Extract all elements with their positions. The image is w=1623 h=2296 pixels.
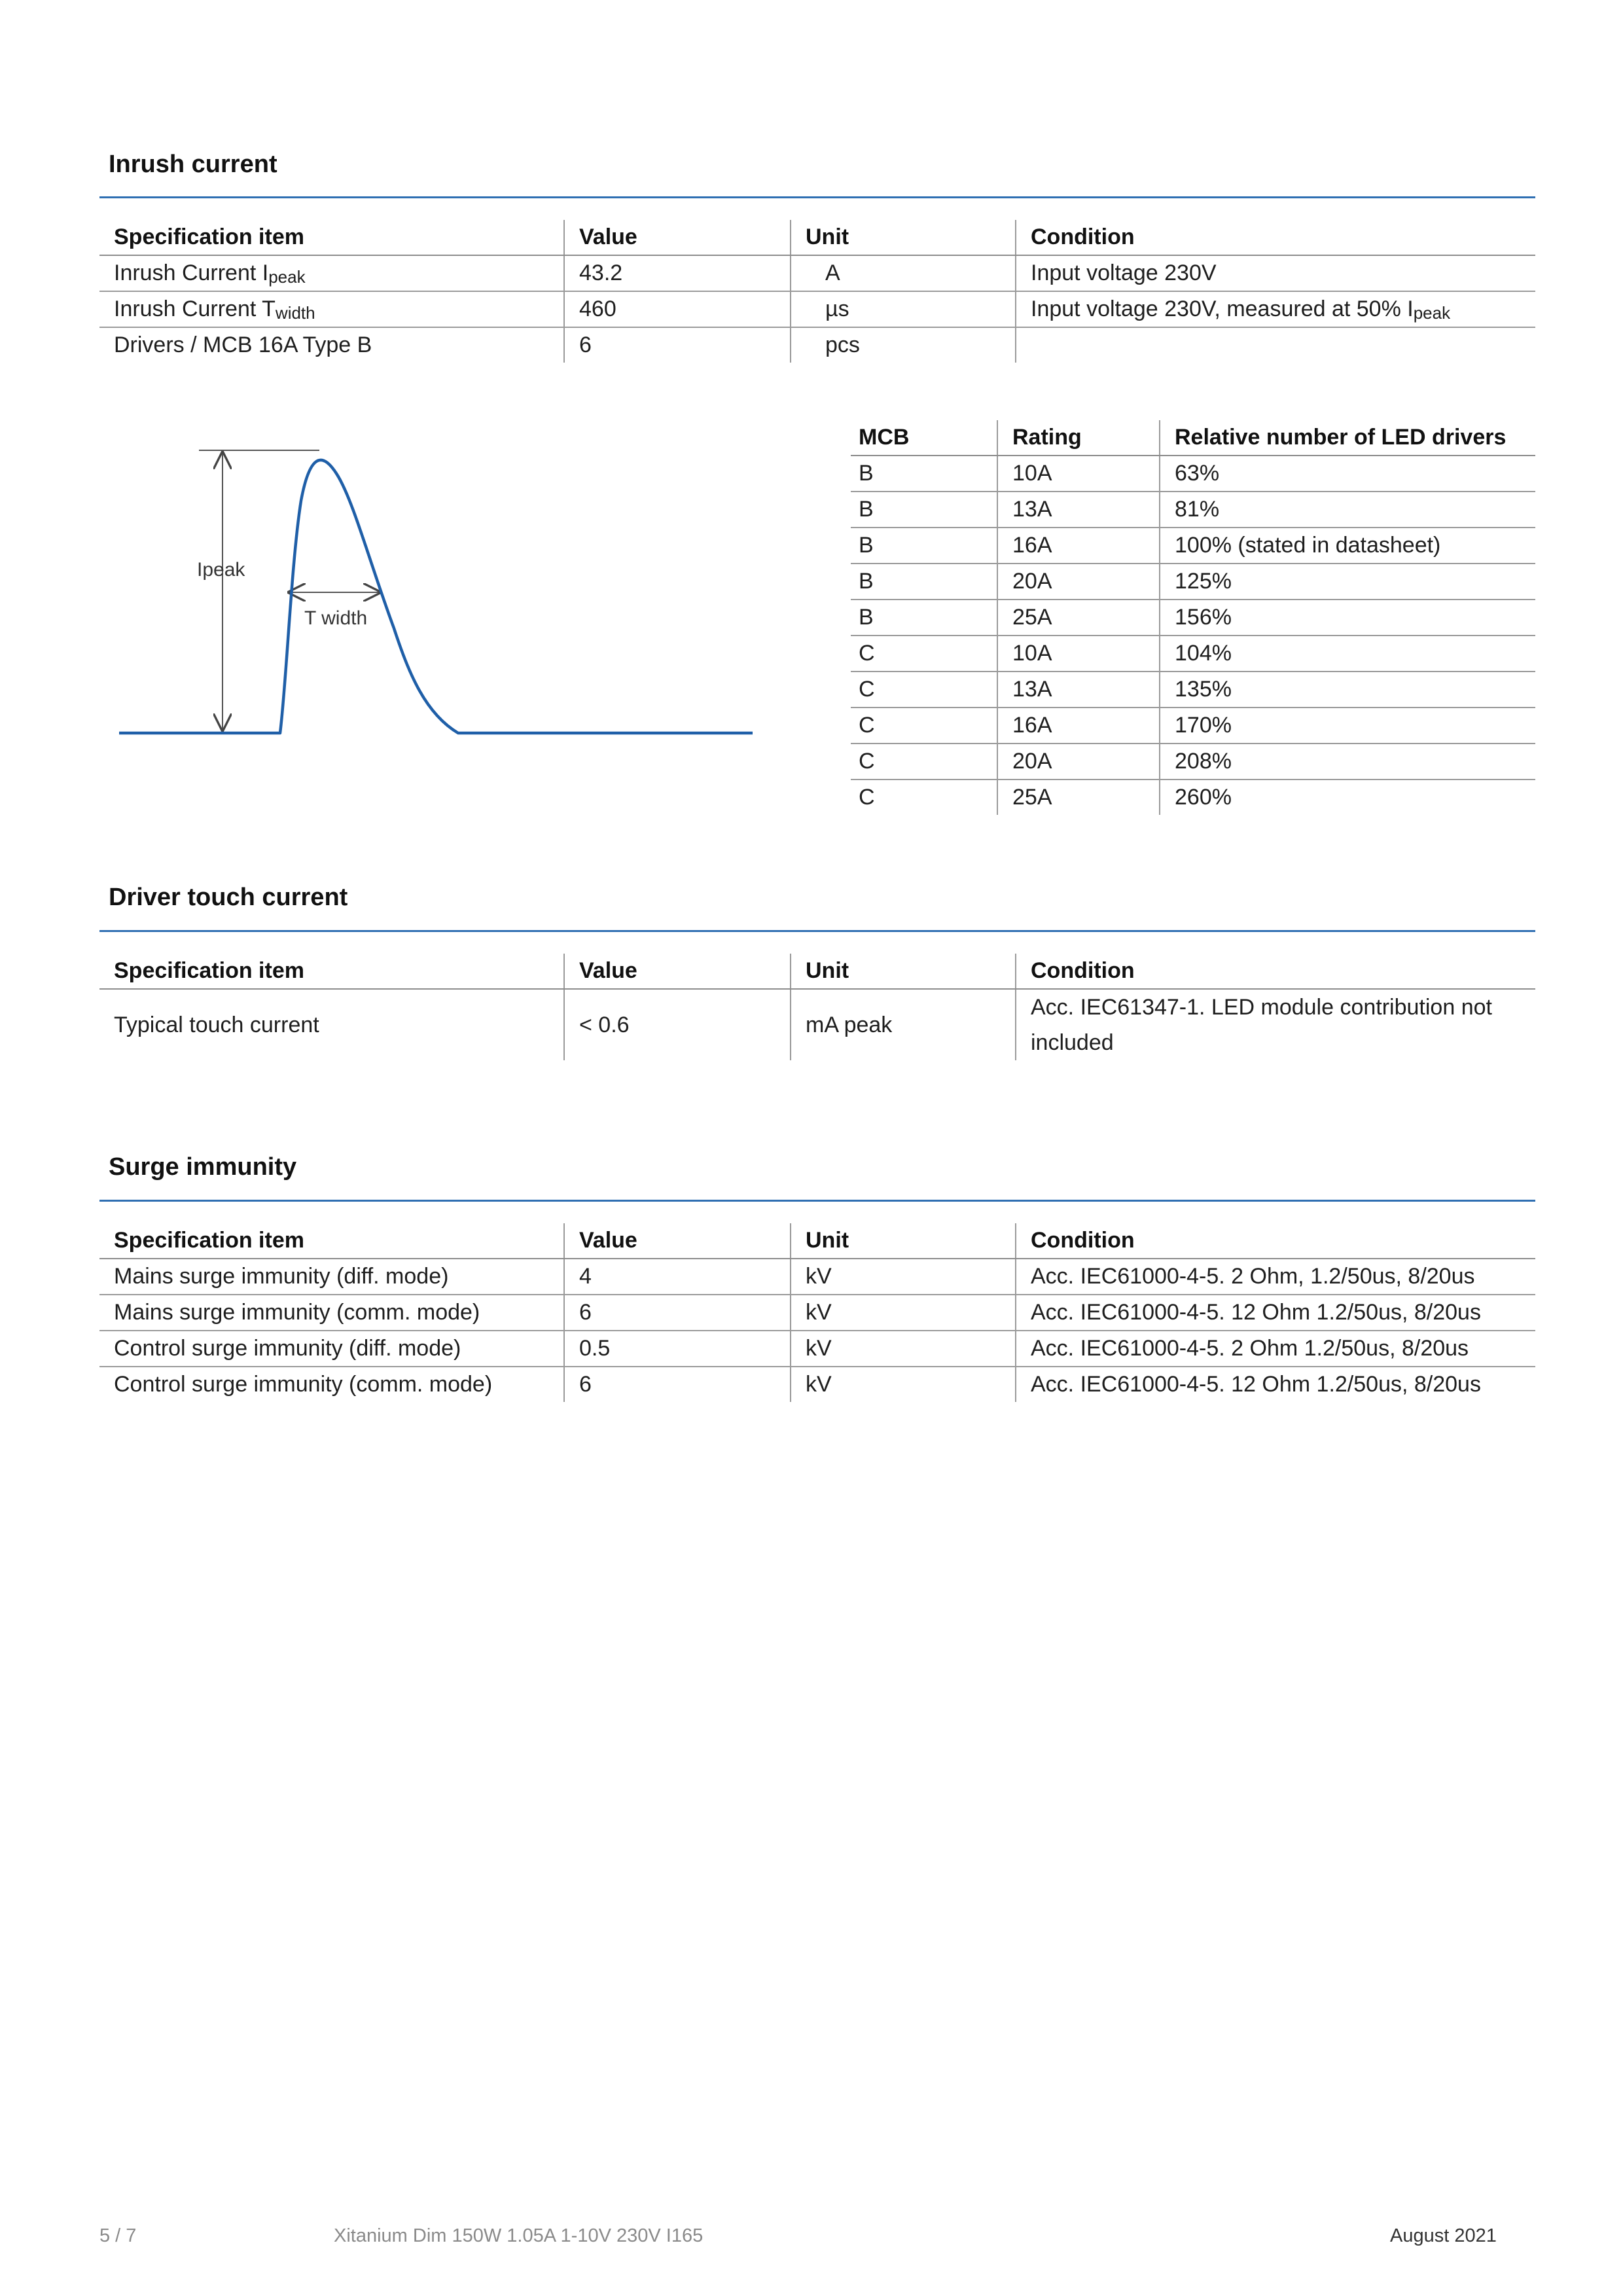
table-row — [851, 708, 1535, 744]
table-row — [851, 528, 1535, 564]
touch-title: Driver touch current — [109, 884, 348, 911]
spec-value: < 0.6 — [564, 989, 791, 1060]
spec-item: Control surge immunity (comm. mode) — [114, 1372, 493, 1397]
spec-value: 6 — [564, 1367, 791, 1402]
inrush-header-row — [99, 220, 1535, 255]
inrush-waveform-curve — [119, 460, 753, 733]
table-row — [99, 1295, 1535, 1331]
table-row — [99, 255, 1535, 291]
table-row — [99, 327, 1535, 363]
spec-unit: kV — [791, 1367, 1016, 1402]
header-mcb: MCB — [851, 420, 997, 456]
inrush-table — [99, 220, 1535, 363]
spec-condition: Acc. IEC61347-1. LED module contribution not included — [1016, 989, 1535, 1060]
header-spec-item: Specification item — [99, 954, 564, 989]
spec-item: Mains surge immunity (comm. mode) — [99, 1295, 564, 1331]
spec-unit: kV — [791, 1295, 1016, 1331]
mcb-rating: 13A — [997, 672, 1160, 708]
spec-value: 4 — [564, 1259, 791, 1295]
spec-value: 460 — [564, 291, 791, 327]
touch-table — [99, 954, 1535, 1060]
mcb-relative-number: 104% — [1160, 636, 1535, 672]
surge-table — [99, 1223, 1535, 1402]
header-condition: Condition — [1016, 220, 1535, 255]
header-value: Value — [564, 954, 791, 989]
mcb-rating: 10A — [997, 456, 1160, 492]
mcb-type: B — [851, 456, 997, 492]
condition-subscript: peak — [1413, 303, 1451, 323]
spec-unit: µs — [791, 291, 1016, 327]
spec-item — [99, 255, 564, 291]
mcb-rating: 25A — [997, 600, 1160, 636]
mcb-relative-number: 208% — [1160, 744, 1535, 780]
spec-value: 43.2 — [564, 255, 791, 291]
mcb-relative-number: 125% — [1160, 564, 1535, 600]
header-unit: Unit — [791, 954, 1016, 989]
mcb-type: C — [859, 785, 875, 810]
spec-value: 6 — [564, 327, 791, 363]
surge-title: Surge immunity — [109, 1153, 297, 1181]
table-row — [99, 989, 1535, 1060]
spec-value: 6 — [564, 1295, 791, 1331]
touch-header-row — [99, 954, 1535, 989]
spec-item-text: Inrush Current T — [114, 296, 276, 321]
mcb-type: C — [851, 636, 997, 672]
table-row — [851, 456, 1535, 492]
table-row — [851, 600, 1535, 636]
spec-condition: Acc. IEC61000-4-5. 12 Ohm 1.2/50us, 8/20us — [1016, 1295, 1535, 1331]
condition-text: Input voltage 230V — [1031, 260, 1217, 285]
mcb-header-row — [851, 420, 1535, 456]
table-row — [851, 780, 1535, 815]
inrush-title: Inrush current — [109, 151, 277, 178]
spec-item-subscript: peak — [268, 267, 306, 287]
header-spec-item: Specification item — [99, 1223, 564, 1259]
header-condition: Condition — [1016, 954, 1535, 989]
header-value: Value — [564, 1223, 791, 1259]
table-row — [99, 1259, 1535, 1295]
spec-condition: Acc. IEC61000-4-5. 12 Ohm 1.2/50us, 8/20us — [1016, 1367, 1535, 1402]
ipeak-label: Ipeak — [197, 559, 245, 581]
mcb-type: B — [851, 564, 997, 600]
header-relative-number: Relative number of LED drivers — [1160, 420, 1535, 456]
mcb-type: B — [851, 492, 997, 528]
mcb-type: B — [851, 528, 997, 564]
mcb-type: C — [851, 672, 997, 708]
mcb-type: C — [851, 708, 997, 744]
surge-header-row — [99, 1223, 1535, 1259]
mcb-relative-number: 170% — [1160, 708, 1535, 744]
spec-item-subscript: width — [275, 303, 315, 323]
mcb-rating: 16A — [997, 708, 1160, 744]
table-row — [851, 564, 1535, 600]
condition-text: Input voltage 230V, measured at 50% I — [1031, 296, 1414, 321]
spec-item: Mains surge immunity (diff. mode) — [99, 1259, 564, 1295]
header-condition: Condition — [1016, 1223, 1535, 1259]
table-row — [99, 291, 1535, 327]
header-unit: Unit — [791, 220, 1016, 255]
table-row — [851, 744, 1535, 780]
header-value: Value — [564, 220, 791, 255]
mcb-type: C — [851, 744, 997, 780]
touch-rule — [99, 930, 1535, 932]
mcb-rating: 20A — [997, 564, 1160, 600]
spec-condition: Acc. IEC61000-4-5. 2 Ohm, 1.2/50us, 8/20us — [1016, 1259, 1535, 1295]
mcb-rating: 13A — [997, 492, 1160, 528]
mcb-rating: 16A — [997, 528, 1160, 564]
header-unit: Unit — [791, 1223, 1016, 1259]
table-row — [851, 672, 1535, 708]
spec-unit: A — [791, 255, 1016, 291]
table-row — [99, 1367, 1535, 1402]
surge-rule — [99, 1200, 1535, 1202]
table-row — [99, 1331, 1535, 1367]
footer-date: August 2021 — [1390, 2225, 1497, 2246]
spec-item: Typical touch current — [114, 1013, 319, 1037]
mcb-relative-number: 100% (stated in datasheet) — [1160, 528, 1535, 564]
spec-item-text: Inrush Current I — [114, 260, 269, 285]
mcb-table — [851, 420, 1535, 815]
mcb-relative-number: 81% — [1160, 492, 1535, 528]
mcb-type: B — [851, 600, 997, 636]
spec-unit: kV — [791, 1331, 1016, 1367]
table-row — [851, 636, 1535, 672]
spec-item — [99, 327, 564, 363]
mcb-relative-number: 260% — [1160, 780, 1535, 815]
mcb-relative-number: 63% — [1160, 456, 1535, 492]
inrush-waveform-diagram — [111, 432, 766, 746]
mcb-rating: 20A — [997, 744, 1160, 780]
spec-condition — [1016, 255, 1535, 291]
footer-product-name: Xitanium Dim 150W 1.05A 1-10V 230V I165 — [334, 2225, 704, 2246]
spec-unit: mA peak — [791, 989, 1016, 1060]
mcb-table-body — [851, 456, 1535, 815]
header-rating: Rating — [997, 420, 1160, 456]
inrush-rule — [99, 196, 1535, 198]
spec-value: 0.5 — [564, 1331, 791, 1367]
mcb-rating: 10A — [997, 636, 1160, 672]
twidth-label: T width — [304, 607, 368, 629]
mcb-relative-number: 156% — [1160, 600, 1535, 636]
spec-condition: Acc. IEC61000-4-5. 2 Ohm 1.2/50us, 8/20us — [1016, 1331, 1535, 1367]
header-spec-item: Specification item — [99, 220, 564, 255]
footer-page-number: 5 / 7 — [99, 2225, 137, 2246]
spec-unit: pcs — [791, 327, 1016, 363]
table-row — [851, 492, 1535, 528]
spec-item — [99, 291, 564, 327]
spec-unit: kV — [791, 1259, 1016, 1295]
mcb-rating: 25A — [997, 780, 1160, 815]
spec-item-text: Drivers / MCB 16A Type B — [114, 332, 372, 357]
spec-condition — [1016, 291, 1535, 327]
spec-condition — [1016, 327, 1535, 363]
spec-item: Control surge immunity (diff. mode) — [99, 1331, 564, 1367]
mcb-relative-number: 135% — [1160, 672, 1535, 708]
